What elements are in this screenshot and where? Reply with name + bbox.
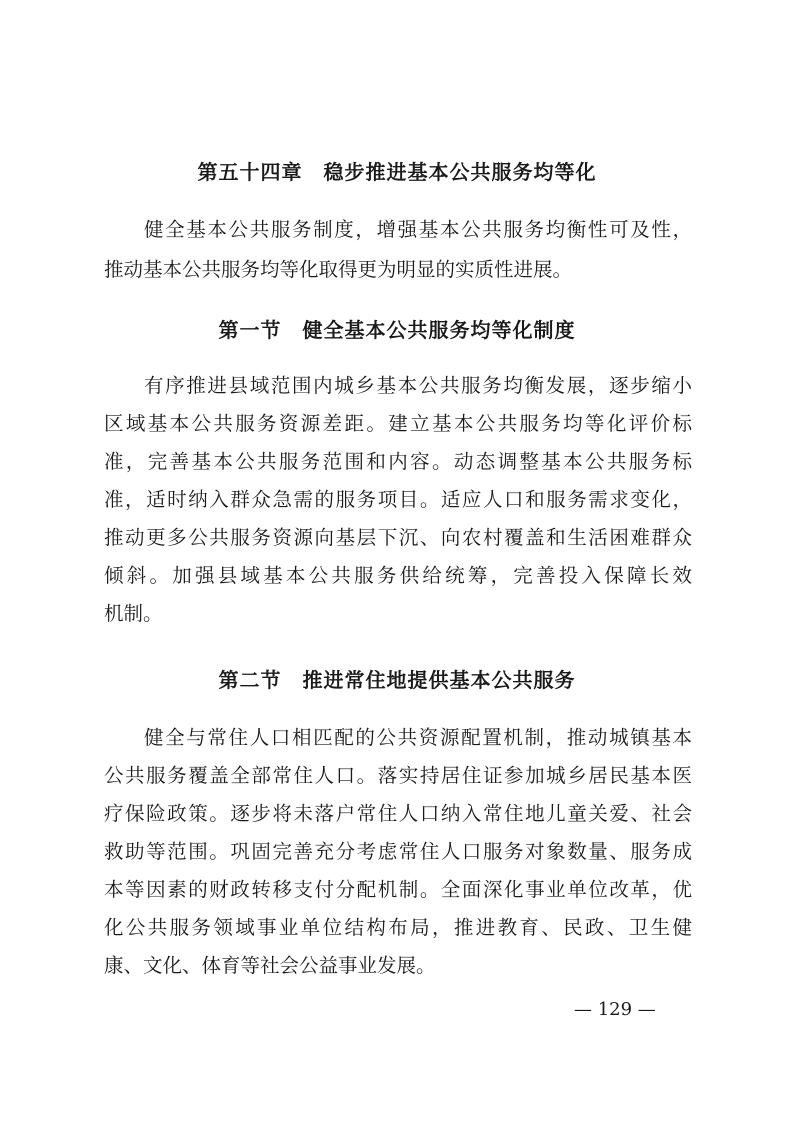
chapter-title: 第五十四章 稳步推进基本公共服务均等化 xyxy=(197,160,597,184)
paragraph-line: 康、文化、体育等社会公益事业发展。 xyxy=(104,954,436,977)
paragraph-line: 准，适时纳入群众急需的服务项目。适应人口和服务需求变化， xyxy=(104,488,692,511)
page-number: — 129 — xyxy=(574,999,656,1020)
paragraph-line: 健全与常住人口相匹配的公共资源配置机制，推动城镇基本 xyxy=(144,726,692,749)
paragraph-line: 推动基本公共服务均等化取得更为明显的实质性进展。 xyxy=(104,258,573,281)
paragraph-line: 区域基本公共服务资源差距。建立基本公共服务均等化评价标 xyxy=(104,412,692,435)
paragraph-line: 倾斜。加强县域基本公共服务供给统筹，完善投入保障长效 xyxy=(104,564,692,587)
paragraph-line: 准，完善基本公共服务范围和内容。动态调整基本公共服务标 xyxy=(104,450,692,473)
paragraph-line: 本等因素的财政转移支付分配机制。全面深化事业单位改革，优 xyxy=(104,878,692,901)
section-2-title: 第二节 推进常住地提供基本公共服务 xyxy=(218,668,576,692)
section-1-title: 第一节 健全基本公共服务均等化制度 xyxy=(218,318,576,342)
paragraph-line: 疗保险政策。逐步将未落户常住人口纳入常住地儿童关爱、社会 xyxy=(104,802,692,825)
paragraph-line: 有序推进县域范围内城乡基本公共服务均衡发展，逐步缩小 xyxy=(144,374,692,397)
paragraph-line: 机制。 xyxy=(104,602,163,625)
paragraph-line: 公共服务覆盖全部常住人口。落实持居住证参加城乡居民基本医 xyxy=(104,764,692,787)
paragraph-line: 化公共服务领域事业单位结构布局，推进教育、民政、卫生健 xyxy=(104,916,692,939)
paragraph-line: 健全基本公共服务制度，增强基本公共服务均衡性可及性， xyxy=(144,218,692,241)
paragraph-line: 救助等范围。巩固完善充分考虑常住人口服务对象数量、服务成 xyxy=(104,840,692,863)
paragraph-line: 推动更多公共服务资源向基层下沉、向农村覆盖和生活困难群众 xyxy=(104,526,692,549)
